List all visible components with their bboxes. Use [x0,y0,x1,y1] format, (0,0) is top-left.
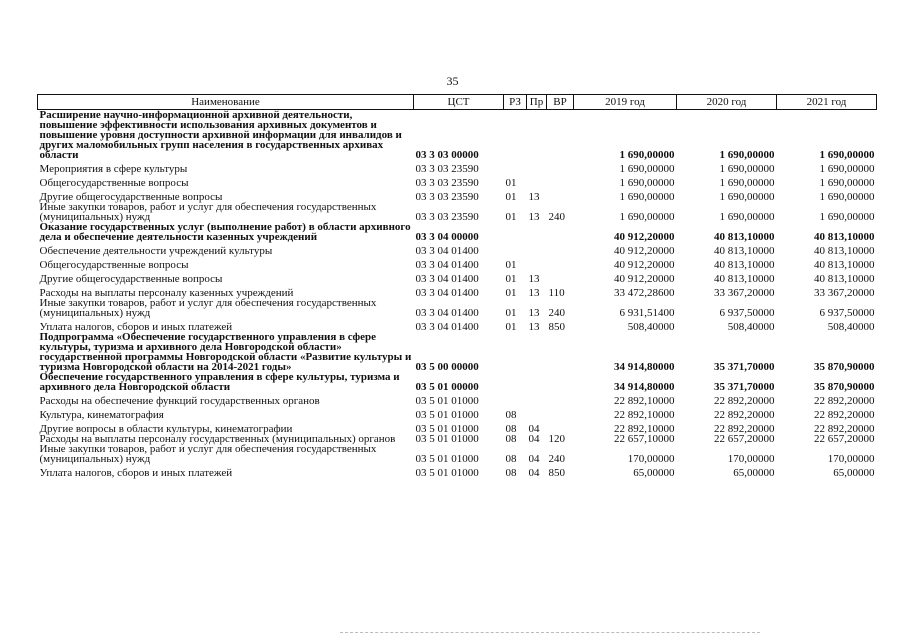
row-2020: 22 657,20000 [714,433,775,445]
row-cst: 03 5 00 00000 [415,361,479,373]
header-2019: 2019 год [574,95,677,110]
row-pr: 13 [528,287,540,299]
row-2020: 1 690,00000 [719,211,775,223]
header-vr: ВР [547,95,574,110]
row-vr: 120 [548,433,565,445]
row-2019: 40 912,20000 [614,245,675,257]
row-vr [547,222,574,242]
row-2019: 6 931,51400 [619,307,675,319]
table-row [38,332,877,372]
row-vr [547,160,574,174]
table-row [38,222,877,242]
row-2021: 40 813,10000 [814,259,875,271]
row-cst: 03 5 01 01000 [415,433,479,445]
row-cst: 03 3 04 01400 [415,259,479,271]
row-cst: 03 3 04 01400 [415,307,479,319]
row-2021: 40 813,10000 [814,231,875,243]
row-pr: 04 [528,423,540,435]
row-pr: 13 [528,191,540,203]
row-rz [504,332,527,372]
table-row [38,392,877,406]
row-2021: 6 937,50000 [819,307,875,319]
row-name: Уплата налогов, сборов и иных платежей [39,467,233,479]
row-rz [504,222,527,242]
row-pr [527,174,547,188]
row-2021: 1 690,00000 [819,211,875,223]
row-2021: 22 657,20000 [814,433,875,445]
row-2021: 33 367,20000 [814,287,875,299]
row-2020: 508,40000 [727,321,775,333]
row-2019: 22 892,10000 [614,423,675,435]
row-2019: 22 892,10000 [614,409,675,421]
row-name: Иные закупки товаров, работ и услуг для обеспечения государственных (муниципальных) нужд [39,297,377,319]
row-2021: 508,40000 [827,321,875,333]
header-2020: 2020 год [677,95,777,110]
row-cst: 03 5 01 01000 [415,395,479,407]
table-row [38,110,877,161]
row-cst: 03 3 04 01400 [415,273,479,285]
row-name: Общегосударственные вопросы [39,177,189,189]
row-name: Другие общегосударственные вопросы [39,191,223,203]
row-pr [527,242,547,256]
row-2021: 22 892,20000 [814,409,875,421]
row-pr [527,256,547,270]
row-name: Другие общегосударственные вопросы [39,273,223,285]
row-vr [547,242,574,256]
scan-artifact-line [340,632,760,634]
page-number: 35 [446,74,459,88]
row-2019: 1 690,00000 [619,177,675,189]
row-cst: 03 3 03 23590 [415,177,479,189]
row-2019: 34 914,80000 [614,381,675,393]
row-2021: 1 690,00000 [819,191,875,203]
row-rz: 01 [505,191,517,203]
table-header-row [38,95,877,110]
row-vr: 110 [548,287,565,299]
row-vr: 240 [548,211,565,223]
row-2020: 1 690,00000 [719,191,775,203]
table-row [38,420,877,434]
row-rz: 01 [505,259,517,271]
row-2021: 1 690,00000 [819,177,875,189]
row-pr [527,372,547,392]
row-pr: 13 [528,321,540,333]
header-pr: Пр [527,95,547,110]
table-row [38,298,877,318]
row-2020: 1 690,00000 [719,163,775,175]
row-name: Иные закупки товаров, работ и услуг для обеспечения государственных (муниципальных) нужд [39,443,377,465]
row-2021: 1 690,00000 [819,163,875,175]
row-vr [547,392,574,406]
row-name: Оказание государственных услуг (выполнение работ) в области архивного дела и обеспечение деятельности казенных учреждений [39,221,411,243]
row-2021: 40 813,10000 [814,245,875,257]
table-row [38,174,877,188]
row-2019: 1 690,00000 [619,163,675,175]
row-name: Расширение научно-информационной архивной деятельности, повышение эффективности использования архивных документов и повышение уровня доступности архивной информации для инвалидов и других маломобильных групп населения в государственных архивах области [39,109,402,161]
row-2021: 65,00000 [833,467,875,479]
row-cst: 03 5 01 01000 [415,423,479,435]
row-2019: 1 690,00000 [619,149,675,161]
table-row [38,406,877,420]
row-rz: 01 [505,321,517,333]
row-2021: 22 892,20000 [814,423,875,435]
table-row [38,464,877,478]
row-name: Расходы на выплаты персоналу государственных (муниципальных) органов [39,433,396,445]
row-2019: 40 912,20000 [614,273,675,285]
row-pr [527,222,547,242]
row-vr: 240 [548,453,565,465]
row-name: Обеспечение государственного управления в сфере культуры, туризма и архивного дела Новгородской области [39,371,400,393]
row-vr [547,420,574,434]
row-2020: 40 813,10000 [714,231,775,243]
row-rz: 01 [505,307,517,319]
row-2021: 35 870,90000 [814,381,875,393]
budget-table [37,94,877,478]
row-rz: 08 [505,453,517,465]
row-rz: 01 [505,177,517,189]
row-2020: 22 892,20000 [714,395,775,407]
row-rz [504,242,527,256]
row-pr: 13 [528,211,540,223]
table-row [38,202,877,222]
row-rz [504,160,527,174]
row-pr [527,160,547,174]
row-2020: 1 690,00000 [719,177,775,189]
row-vr [547,372,574,392]
row-2020: 33 367,20000 [714,287,775,299]
row-2019: 40 912,20000 [614,231,675,243]
row-cst: 03 5 01 01000 [415,467,479,479]
table-row [38,160,877,174]
row-name: Культура, кинематография [39,409,164,421]
row-vr [547,174,574,188]
row-rz: 01 [505,211,517,223]
table-row [38,188,877,202]
table-row [38,242,877,256]
table-row [38,256,877,270]
row-2020: 65,00000 [733,467,775,479]
row-2019: 65,00000 [633,467,675,479]
row-name: Другие вопросы в области культуры, кинематографии [39,423,293,435]
row-2020: 1 690,00000 [719,149,775,161]
row-vr: 850 [548,467,565,479]
row-cst: 03 3 03 23590 [415,191,479,203]
row-cst: 03 5 01 00000 [415,381,479,393]
row-2020: 6 937,50000 [719,307,775,319]
table-row [38,318,877,332]
row-2021: 170,00000 [827,453,875,465]
row-name: Общегосударственные вопросы [39,259,189,271]
row-cst: 03 5 01 01000 [415,453,479,465]
row-2019: 1 690,00000 [619,211,675,223]
row-2021: 40 813,10000 [814,273,875,285]
row-2019: 1 690,00000 [619,191,675,203]
header-2021: 2021 год [777,95,877,110]
row-vr [547,406,574,420]
row-2019: 34 914,80000 [614,361,675,373]
row-name: Обеспечение деятельности учреждений культуры [39,245,273,257]
row-vr: 240 [548,307,565,319]
row-pr [527,392,547,406]
row-rz: 08 [505,423,517,435]
row-2021: 1 690,00000 [819,149,875,161]
table-row [38,444,877,464]
row-rz [504,372,527,392]
row-cst: 03 3 03 23590 [415,211,479,223]
row-vr [547,256,574,270]
row-2020: 40 813,10000 [714,245,775,257]
row-rz [504,392,527,406]
row-name: Уплата налогов, сборов и иных платежей [39,321,233,333]
row-name: Расходы на выплаты персоналу казенных учреждений [39,287,294,299]
row-vr: 850 [548,321,565,333]
table-row [38,372,877,392]
row-2019: 22 892,10000 [614,395,675,407]
row-pr: 04 [528,453,540,465]
row-2019: 170,00000 [627,453,675,465]
header-rz: РЗ [504,95,527,110]
row-cst: 03 3 04 00000 [415,231,479,243]
row-2019: 40 912,20000 [614,259,675,271]
row-cst: 03 3 04 01400 [415,321,479,333]
row-cst: 03 3 03 23590 [415,163,479,175]
row-2020: 35 371,70000 [714,381,775,393]
row-vr [547,332,574,372]
row-pr [527,332,547,372]
row-2020: 40 813,10000 [714,259,775,271]
row-rz [504,110,527,161]
row-pr [527,110,547,161]
row-pr: 04 [528,467,540,479]
row-cst: 03 5 01 01000 [415,409,479,421]
row-pr [527,406,547,420]
row-rz: 01 [505,287,517,299]
row-vr [547,188,574,202]
row-2020: 40 813,10000 [714,273,775,285]
row-cst: 03 3 03 00000 [415,149,479,161]
row-name: Иные закупки товаров, работ и услуг для обеспечения государственных (муниципальных) нужд [39,201,377,223]
row-rz: 08 [505,409,517,421]
row-vr [547,270,574,284]
row-name: Расходы на обеспечение функций государственных органов [39,395,320,407]
row-2021: 22 892,20000 [814,395,875,407]
table-row [38,270,877,284]
row-pr: 04 [528,433,540,445]
row-2019: 33 472,28600 [614,287,675,299]
header-cst: ЦСТ [414,95,504,110]
row-rz: 08 [505,467,517,479]
row-2020: 22 892,20000 [714,423,775,435]
row-cst: 03 3 04 01400 [415,245,479,257]
row-name: Мероприятия в сфере культуры [39,163,188,175]
row-name: Подпрограмма «Обеспечение государственного управления в сфере культуры, туризма и архивного дела Новгородской области» государственной программы Новгородской области «Развитие культуры и туризма Новгородской области на 2014-2021 годы» [39,331,412,373]
row-2019: 22 657,10000 [614,433,675,445]
row-cst: 03 3 04 01400 [415,287,479,299]
table-row [38,284,877,298]
row-rz: 01 [505,273,517,285]
row-2020: 35 371,70000 [714,361,775,373]
table-body [38,110,877,479]
row-pr: 13 [528,273,540,285]
row-2020: 22 892,20000 [714,409,775,421]
header-name: Наименование [38,95,414,110]
row-vr [547,110,574,161]
row-2021: 35 870,90000 [814,361,875,373]
row-rz: 08 [505,433,517,445]
row-2020: 170,00000 [727,453,775,465]
row-2019: 508,40000 [627,321,675,333]
row-pr: 13 [528,307,540,319]
